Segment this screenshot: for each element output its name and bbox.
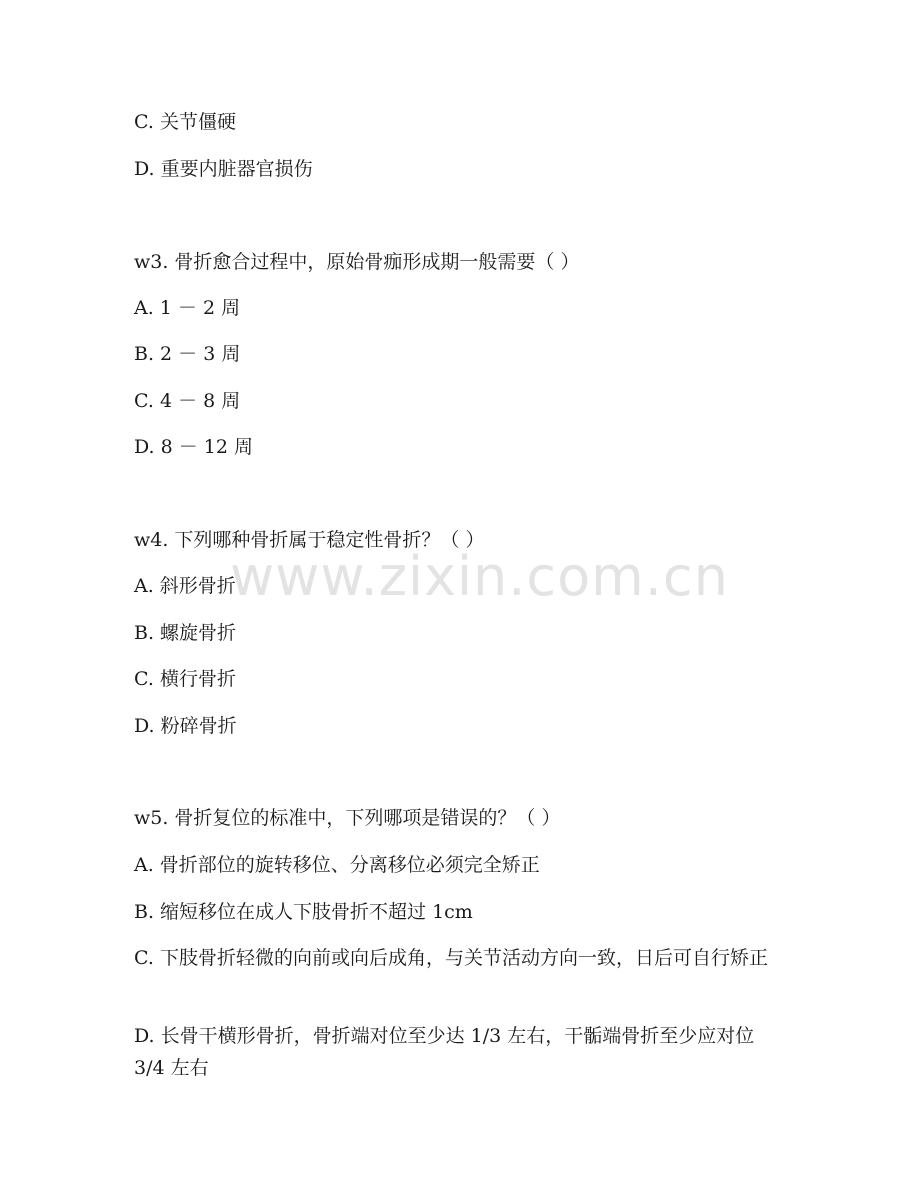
q3-option-d: D. 8 － 12 周 <box>134 436 254 458</box>
q3-option-b: B. 2 － 3 周 <box>134 343 241 365</box>
question-stem-3: w3. 骨折愈合过程中，原始骨痂形成期一般需要（ ） <box>134 251 580 273</box>
option-c-prev: C. 关节僵硬 <box>134 111 236 133</box>
q5-option-b: B. 缩短移位在成人下肢骨折不超过 1cm <box>134 901 473 923</box>
q4-option-c: C. 横行骨折 <box>134 668 236 690</box>
q4-option-a: A. 斜形骨折 <box>134 575 236 597</box>
question-stem-5: w5. 骨折复位的标准中，下列哪项是错误的？（ ） <box>134 807 561 829</box>
watermark: www.zixin.com.cn <box>230 545 729 608</box>
option-d-prev: D. 重要内脏器官损伤 <box>134 158 313 180</box>
q5-option-c: C. 下肢骨折轻微的向前或向后成角，与关节活动方向一致，日后可自行矫正 <box>134 947 768 969</box>
question-stem-4: w4. 下列哪种骨折属于稳定性骨折？（ ） <box>134 529 485 551</box>
q5-option-d: D. 长骨干横形骨折，骨折端对位至少达 1/3 左右，干骺端骨折至少应对位 3/4 左右 <box>134 1025 755 1079</box>
q3-option-a: A. 1 － 2 周 <box>134 297 241 319</box>
q4-option-d: D. 粉碎骨折 <box>134 715 237 737</box>
q4-option-b: B. 螺旋骨折 <box>134 622 237 644</box>
q3-option-c: C. 4 － 8 周 <box>134 390 241 412</box>
q5-option-a: A. 骨折部位的旋转移位、分离移位必须完全矫正 <box>134 854 540 876</box>
